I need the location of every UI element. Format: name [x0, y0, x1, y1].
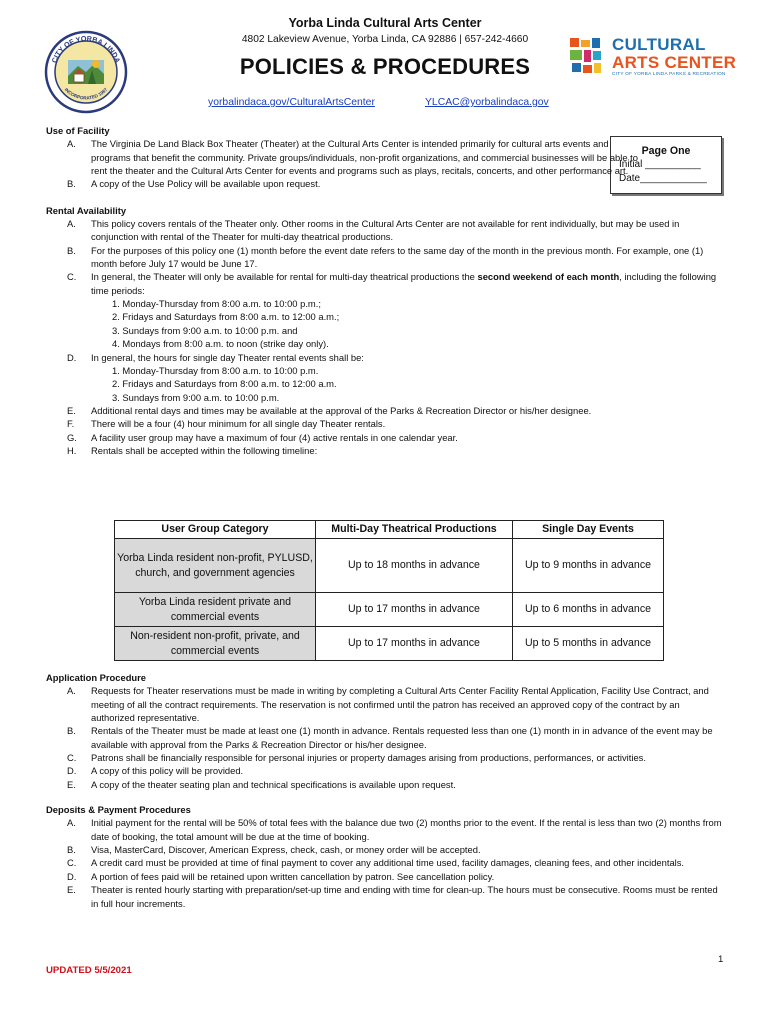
list-item: B. A copy of the Use Policy will be available upon request.: [67, 178, 321, 190]
list-item: A. This policy covers rentals of the Theater only. Other rooms in the Cultural Arts Center are not available for rent individually, but may be used in conjunction with rental of the Theater for multi-day theatrical productions.: [67, 218, 680, 243]
table-cell: Up to 17 months in advance: [316, 627, 513, 661]
logo-text-arts-center: ARTS CENTER: [612, 53, 737, 72]
use-of-facility-section: [46, 124, 726, 191]
section-heading: Application Procedure: [46, 672, 147, 683]
page-box-title: Page One: [641, 145, 691, 157]
list-item: A. Initial payment for the rental will be 50% of total fees with the balance due two (2) months prior to the event. If the rental is less than two (2) months from date of booking, the total amount will be due at the time of booking.: [67, 817, 722, 842]
application-procedure-section: [46, 671, 726, 791]
table-header: User Group Category: [115, 521, 316, 539]
list-item: E. Additional rental days and times may be available at the approval of the Parks & Recreation Director or his/her designee.: [67, 404, 592, 416]
email-link[interactable]: YLCAC@yorbalindaca.gov: [425, 97, 549, 108]
table-cell: Yorba Linda resident private and commercial events: [115, 593, 316, 627]
list-item: E. A copy of the theater seating plan and technical specifications is available upon request.: [67, 778, 456, 790]
table-cell: Non-resident non-profit, private, and commercial events: [115, 627, 316, 661]
website-link[interactable]: yorbalindaca.gov/CulturalArtsCenter: [208, 97, 375, 108]
date-field[interactable]: Date____________: [619, 173, 707, 185]
table-cell: Up to 5 months in advance: [513, 627, 664, 661]
list-item: C. Patrons shall be financially responsible for personal injuries or property damages arising from productions, performances, or activities.: [67, 752, 646, 764]
list-item: C. In general, the Theater will only be available for rental for multi-day theatrical productions the second weekend of each month, including the following time periods: 1. Monday-Thursday from 8:00 a.m. to 10:00 p.m.; 2. Fridays and Saturdays from 8:00 a.m. to 12:00 a.m.; 3. Sundays from 9:00 a.m. to 10:00 p.m. and 4. Mondays from 8:00 a.m. to noon (strike day only).: [67, 271, 717, 350]
list-item: B. Rentals of the Theater must be made at least one (1) month in advance. Rentals requested less than one (1) month in in advance of the event may be available with approval from the Parks & Recreation Director or his/her designee.: [67, 725, 713, 750]
section-heading: Deposits & Payment Procedures: [46, 804, 191, 816]
seal-text-top: CITY OF YORBA LINDA: [49, 33, 123, 65]
header-links: [208, 97, 549, 108]
table-header-row: [115, 521, 664, 539]
rental-availability-section: [46, 204, 726, 458]
list-item: A. Requests for Theater reservations must be made in writing by completing a Cultural Arts Center Facility Rental Application, Facility Use Contract, and meeting of all the contract requirements. The reservation is not confirmed until the patron has received an approved copy of the contract by an authorized representative.: [67, 685, 709, 724]
table-cell: Up to 17 months in advance: [316, 593, 513, 627]
policy-content-lower: [46, 671, 726, 910]
logo-text-cultural: CULTURAL: [612, 35, 706, 54]
list-item: D. A portion of fees paid will be retained upon written cancellation by patron. See cancellation policy.: [67, 870, 495, 882]
list-item: A. The Virginia De Land Black Box Theater (Theater) at the Cultural Arts Center is intended primarily for cultural arts events and programs that benefit the community. Private groups/individuals, non-profit organizations, and commercial businesses will be able to rent the theater and the Cultural Arts Center for events and programs such as plays, recitals, concerts, and other performance art.: [67, 138, 638, 177]
page-title: POLICIES & PROCEDURES: [239, 54, 531, 79]
org-name: Yorba Linda Cultural Arts Center: [288, 16, 482, 30]
list-item: F. There will be a four (4) hour minimum for all single day Theater rentals.: [67, 418, 386, 430]
rental-timeline-table: [114, 520, 664, 661]
table-header: Multi-Day Theatrical Productions: [316, 521, 513, 539]
list-item: B. For the purposes of this policy one (1) month before the event date refers to the same day of the month in the previous month. For example, one (1) month before July 17 would be June 17.: [67, 244, 704, 270]
page-number: 1: [718, 954, 724, 965]
org-address: 4802 Lakeview Avenue, Yorba Linda, CA 92886 | 657-242-4660: [241, 34, 529, 45]
table-header: Single Day Events: [513, 521, 664, 539]
initial-field[interactable]: Initial __________: [619, 158, 701, 170]
section-heading: Use of Facility: [46, 125, 110, 136]
list-item: G. A facility user group may have a maximum of four (4) active rentals in one calendar year.: [67, 431, 458, 443]
logo-tagline: CITY OF YORBA LINDA PARKS & RECREATION: [612, 72, 726, 77]
list-item: H. Rentals shall be accepted within the following timeline:: [67, 444, 318, 456]
table-cell: Yorba Linda resident non-profit, PYLUSD, church, and government agencies: [115, 539, 316, 593]
section-heading: Rental Availability: [46, 204, 127, 216]
policy-content-upper: [46, 124, 726, 457]
list-item: C. A credit card must be provided at time of final payment to cover any additional time used, facility damages, cleaning fees, and other incidentals.: [67, 857, 685, 869]
list-item: B. Visa, MasterCard, Discover, American Express, check, cash, or money order will be accepted.: [67, 844, 481, 856]
updated-date: UPDATED 5/5/2021: [46, 965, 132, 976]
list-item: E. Theater is rented hourly starting with preparation/set-up time and ending with time for clean-up. The hours must be consecutive. Rooms must be rented in full hour increments.: [67, 884, 718, 909]
list-item: D. In general, the hours for single day Theater rental events shall be: 1. Monday-Thursday from 8:00 a.m. to 10:00 p.m. 2. Fridays and Saturdays from 8:00 a.m. to 12:00 a.m. 3. Sundays from 9:00 a.m. to 10:00 p.m.: [67, 351, 364, 403]
table-cell: Up to 18 months in advance: [316, 539, 513, 593]
table-cell: Up to 6 months in advance: [513, 593, 664, 627]
table-row: [115, 539, 664, 593]
table-row: [115, 627, 664, 661]
list-item: D. A copy of this policy will be provided.: [67, 765, 244, 777]
table-row: [115, 593, 664, 627]
seal-text-bottom: INCORPORATED 1967: [63, 86, 109, 101]
table-cell: Up to 9 months in advance: [513, 539, 664, 593]
deposits-payment-section: [46, 803, 726, 910]
